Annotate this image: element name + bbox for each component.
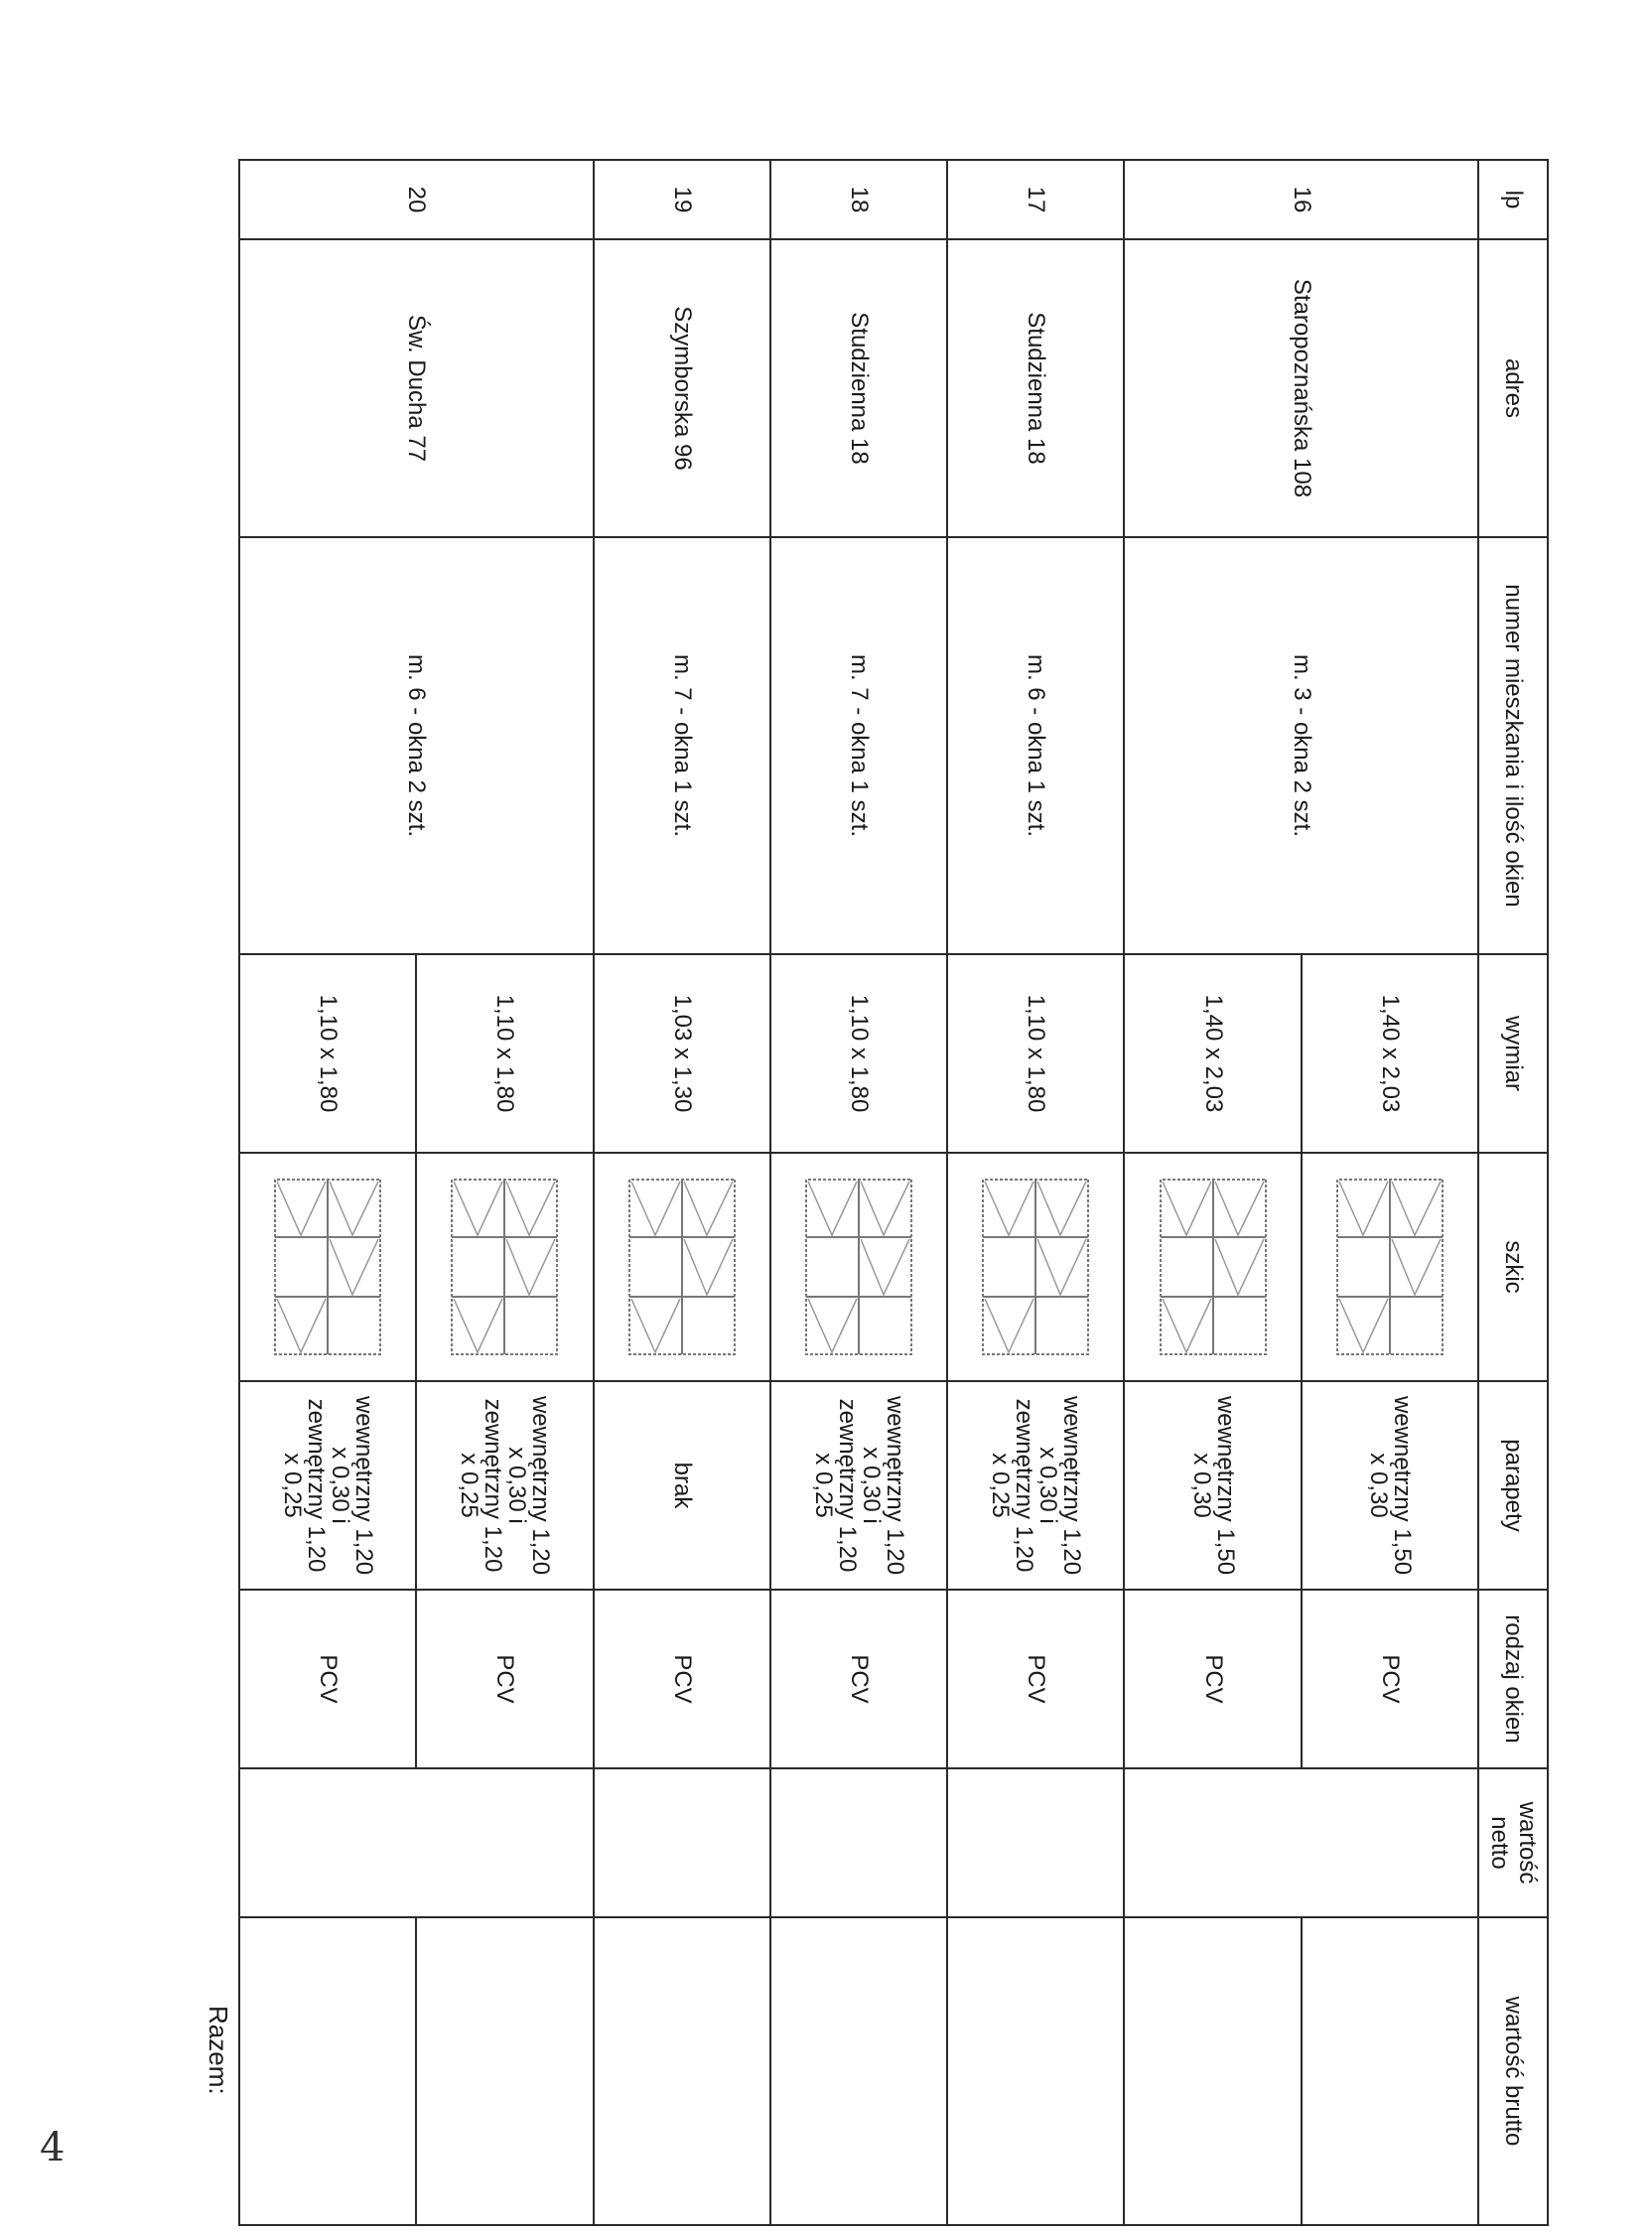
window-sketch-icon	[1335, 1178, 1445, 1356]
table-row	[416, 160, 593, 2225]
cell-adres: Studzienna 18	[947, 239, 1124, 537]
cell-netto	[239, 1768, 594, 1917]
cell-parapety: wewnętrzny 1,20 x 0,30 i zewnętrzny 1,20 x 0,25	[239, 1381, 416, 1590]
window-sketch-icon	[273, 1178, 382, 1356]
total-label: Razem:	[204, 2006, 233, 2095]
cell-wymiar: 1,03 x 1,30	[594, 954, 770, 1153]
cell-lp: 19	[594, 160, 770, 239]
cell-wymiar: 1,10 x 1,80	[239, 954, 416, 1153]
cell-rodzaj: PCV	[1124, 1590, 1301, 1768]
cell-lp: 16	[1124, 160, 1478, 239]
header-numer: numer mieszkania i ilość okien	[1478, 537, 1548, 954]
header-szkic: szkic	[1478, 1153, 1548, 1381]
window-sketch-icon	[627, 1178, 737, 1356]
header-adres: adres	[1478, 239, 1548, 537]
cell-numer: m. 7 - okna 1 szt.	[594, 537, 770, 954]
cell-brutto	[239, 1917, 416, 2225]
cell-parapety: wewnętrzny 1,50 x 0,30	[1302, 1381, 1478, 1590]
cell-adres: Studzienna 18	[770, 239, 947, 537]
cell-rodzaj: PCV	[770, 1590, 947, 1768]
cell-brutto	[416, 1917, 593, 2225]
cell-adres: Szymborska 96	[594, 239, 770, 537]
cell-adres: Staropoznańska 108	[1124, 239, 1478, 537]
cell-wymiar: 1,40 x 2,03	[1302, 954, 1478, 1153]
cell-rodzaj: PCV	[416, 1590, 593, 1768]
window-quote-table	[238, 159, 1549, 2226]
cell-wymiar: 1,10 x 1,80	[947, 954, 1124, 1153]
cell-lp: 20	[239, 160, 594, 239]
cell-brutto	[594, 1917, 770, 2225]
cell-szkic	[1124, 1153, 1301, 1381]
cell-szkic	[1302, 1153, 1478, 1381]
header-rodzaj: rodzaj okien	[1478, 1590, 1548, 1768]
cell-brutto	[947, 1917, 1124, 2225]
cell-szkic	[947, 1153, 1124, 1381]
cell-lp: 17	[947, 160, 1124, 239]
cell-szkic	[416, 1153, 593, 1381]
cell-wymiar: 1,10 x 1,80	[770, 954, 947, 1153]
cell-brutto	[770, 1917, 947, 2225]
window-sketch-icon	[981, 1178, 1090, 1356]
cell-rodzaj: PCV	[1302, 1590, 1478, 1768]
cell-rodzaj: PCV	[239, 1590, 416, 1768]
cell-szkic	[239, 1153, 416, 1381]
cell-numer: m. 6 - okna 1 szt.	[947, 537, 1124, 954]
header-parapety: parapety	[1478, 1381, 1548, 1590]
document-sheet	[204, 159, 1549, 2224]
cell-parapety: wewnętrzny 1,20 x 0,30 i zewnętrzny 1,20 x 0,25	[947, 1381, 1124, 1590]
cell-rodzaj: PCV	[947, 1590, 1124, 1768]
header-lp: lp	[1478, 160, 1548, 239]
cell-brutto	[1124, 1917, 1301, 2225]
cell-szkic	[594, 1153, 770, 1381]
cell-numer: m. 6 - okna 2 szt.	[239, 537, 594, 954]
cell-netto	[947, 1768, 1124, 1917]
cell-szkic	[770, 1153, 947, 1381]
page-number-mark: 4	[40, 2125, 66, 2170]
cell-netto	[594, 1768, 770, 1917]
window-sketch-icon	[450, 1178, 559, 1356]
cell-adres: Św. Ducha 77	[239, 239, 594, 537]
table-row	[947, 160, 1124, 2225]
cell-lp: 18	[770, 160, 947, 239]
cell-brutto	[1302, 1917, 1478, 2225]
table-row	[770, 160, 947, 2225]
cell-numer: m. 3 - okna 2 szt.	[1124, 537, 1478, 954]
window-sketch-icon	[1159, 1178, 1268, 1356]
cell-rodzaj: PCV	[594, 1590, 770, 1768]
header-brutto: wartość brutto	[1478, 1917, 1548, 2225]
header-netto: wartość netto	[1478, 1768, 1548, 1917]
cell-parapety: wewnętrzny 1,50 x 0,30	[1124, 1381, 1301, 1590]
cell-numer: m. 7 - okna 1 szt.	[770, 537, 947, 954]
cell-wymiar: 1,40 x 2,03	[1124, 954, 1301, 1153]
cell-parapety: brak	[594, 1381, 770, 1590]
window-sketch-icon	[804, 1178, 913, 1356]
cell-wymiar: 1,10 x 1,80	[416, 954, 593, 1153]
header-wymiar: wymiar	[1478, 954, 1548, 1153]
cell-parapety: wewnętrzny 1,20 x 0,30 i zewnętrzny 1,20 x 0,25	[770, 1381, 947, 1590]
table-row	[594, 160, 770, 2225]
cell-parapety: wewnętrzny 1,20 x 0,30 i zewnętrzny 1,20 x 0,25	[416, 1381, 593, 1590]
cell-netto	[1124, 1768, 1478, 1917]
table-row	[1302, 160, 1478, 2225]
cell-netto	[770, 1768, 947, 1917]
table-header-row	[1478, 160, 1548, 2225]
table-body	[239, 160, 1478, 2225]
